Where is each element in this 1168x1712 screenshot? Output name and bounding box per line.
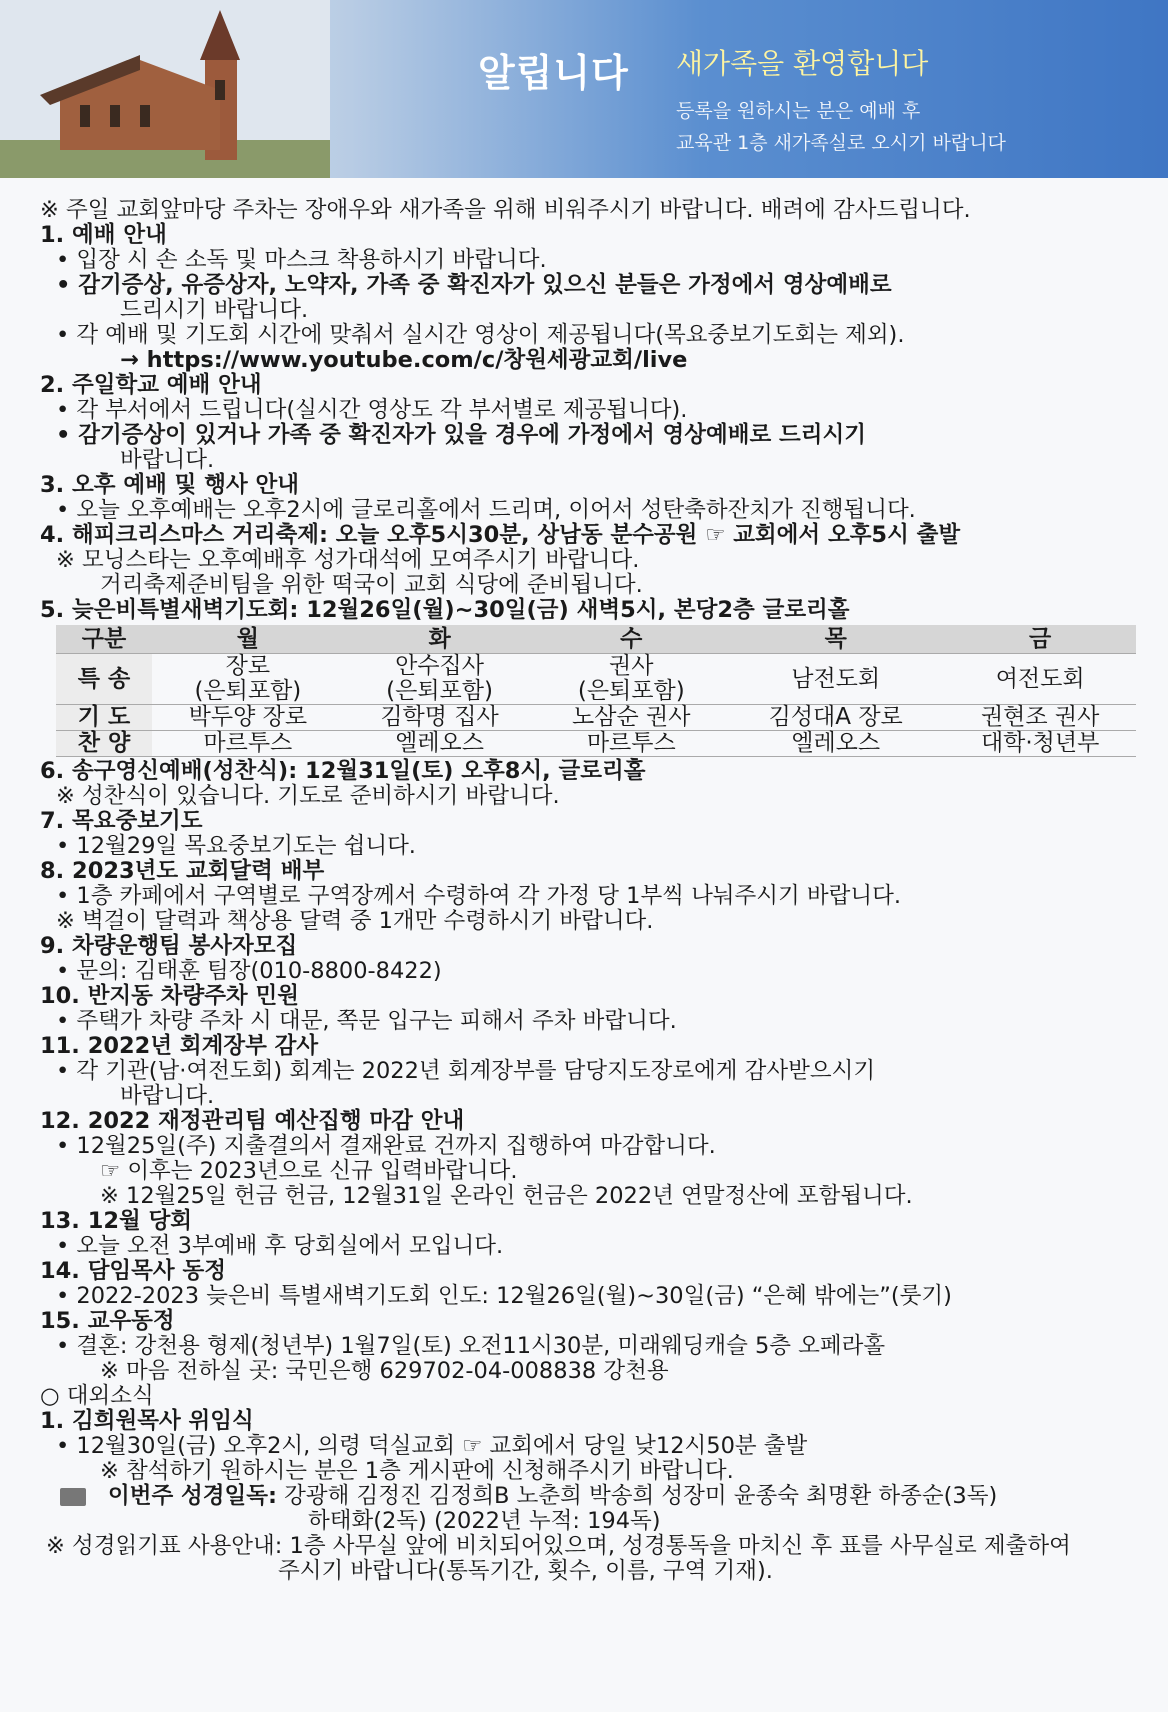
bible-reading-label: 이번주 성경일독:	[108, 1483, 277, 1509]
section-13-heading: 13. 12월 당회	[40, 1208, 193, 1234]
section-15-item: • 결혼: 강천용 형제(청년부) 1월7일(토) 오전11시30분, 미래웨딩캐슬 5층 오페라홀	[56, 1333, 886, 1359]
section-15-heading: 15. 교우동정	[40, 1308, 175, 1334]
section-9-item: • 문의: 김태훈 팀장(010-8800-8422)	[56, 958, 442, 984]
section-14-item: • 2022-2023 늦은비 특별새벽기도회 인도: 12월26일(월)~30일(금) “은혜 밖에는”(룻기)	[56, 1283, 952, 1309]
table-cell: 여전도회	[944, 654, 1136, 705]
section-3-item-a: • 오늘 오후예배는 오후2시에 글로리홀에서 드리며, 이어서 성탄축하잔치가 진행됩니다.	[56, 497, 916, 523]
section-12-note-2: ※ 12월25일 헌금 헌금, 12월31일 온라인 헌금은 2022년 연말정산에 포함됩니다.	[100, 1183, 913, 1209]
table-cell: 엘레오스	[727, 731, 944, 757]
section-11-item: • 각 기관(남·여전도회) 회계는 2022년 회계장부를 담당지도장로에게 감사받으시기	[56, 1058, 876, 1084]
table-row	[56, 705, 1136, 731]
section-6-note: ※ 성찬식이 있습니다. 기도로 준비하시기 바랍니다.	[56, 783, 560, 809]
bible-reading-names: 강광해 김정진 김정희B 노춘희 박송희 성장미 윤종숙 최명환 하종순(3독)	[284, 1483, 998, 1509]
section-8-heading: 8. 2023년도 교회달력 배부	[40, 858, 325, 884]
section-15-note: ※ 마음 전하실 곳: 국민은행 629702-04-008838 강천용	[100, 1358, 669, 1384]
section-3-heading: 3. 오후 예배 및 행사 안내	[40, 472, 299, 498]
row-label: 특 송	[56, 654, 152, 705]
header-subtitle: 새가족을 환영합니다	[676, 47, 929, 80]
table-header-cell: 금	[944, 625, 1136, 654]
table-header-cell: 화	[344, 625, 536, 654]
table-cell: 김학명 집사	[344, 705, 536, 731]
section-2-item-b: • 감기증상이 있거나 가족 중 확진자가 있을 경우에 가정에서 영상예배로 드리시기	[56, 422, 866, 448]
notice-content	[40, 198, 1158, 1584]
table-cell: 마르투스	[535, 731, 727, 757]
bible-reading-names-cont: 하태화(2독) (2022년 누적: 194독)	[308, 1508, 661, 1534]
table-cell: 마르투스	[152, 731, 344, 757]
section-7-item: • 12월29일 목요중보기도는 쉽니다.	[56, 833, 416, 859]
section-11-item-cont: 바랍니다.	[120, 1083, 215, 1109]
table-header-cell: 목	[727, 625, 944, 654]
table-cell: 권사 (은퇴포함)	[535, 654, 727, 705]
header-line-1: 등록을 원하시는 분은 예배 후	[676, 100, 921, 122]
table-row	[56, 654, 1136, 705]
section-14-heading: 14. 담임목사 동정	[40, 1258, 226, 1284]
table-cell: 박두양 장로	[152, 705, 344, 731]
bible-icon	[60, 1488, 86, 1506]
section-2-item-b-cont: 바랍니다.	[120, 447, 215, 473]
table-header-cell: 구분	[56, 625, 152, 654]
table-cell: 장로 (은퇴포함)	[152, 654, 344, 705]
table-cell: 노삼순 권사	[535, 705, 727, 731]
section-11-heading: 11. 2022년 회계장부 감사	[40, 1033, 319, 1059]
section-1-item-b-cont: 드리시기 바랍니다.	[120, 297, 309, 323]
header-banner	[0, 0, 1168, 178]
table-header-row	[56, 625, 1136, 654]
section-5-heading: 5. 늦은비특별새벽기도회: 12월26일(월)~30일(금) 새벽5시, 본당2층 글로리홀	[40, 597, 850, 623]
bible-reading-line	[40, 1484, 1158, 1509]
table-cell: 엘레오스	[344, 731, 536, 757]
table-row	[56, 731, 1136, 757]
section-1-heading: 1. 예배 안내	[40, 222, 167, 248]
section-12-heading: 12. 2022 재정관리팀 예산집행 마감 안내	[40, 1108, 465, 1134]
table-header-cell: 수	[535, 625, 727, 654]
church-illustration	[0, 0, 330, 178]
section-6-heading: 6. 송구영신예배(성찬식): 12월31일(토) 오후8시, 글로리홀	[40, 758, 646, 784]
row-label: 찬 양	[56, 731, 152, 757]
section-9-heading: 9. 차량운행팀 봉사자모집	[40, 933, 298, 959]
section-13-item: • 오늘 오전 3부예배 후 당회실에서 모입니다.	[56, 1233, 504, 1259]
section-12-item: • 12월25일(주) 지출결의서 결재완료 건까지 집행하여 마감합니다.	[56, 1133, 716, 1159]
section-7-heading: 7. 목요중보기도	[40, 808, 203, 834]
table-header-cell: 월	[152, 625, 344, 654]
table-cell: 권현조 권사	[944, 705, 1136, 731]
section-1-item-b: • 감기증상, 유증상자, 노약자, 가족 중 확진자가 있으신 분들은 가정에서 영상예배로	[56, 272, 892, 298]
section-4-note-1: ※ 모닝스타는 오후예배후 성가대석에 모여주시기 바랍니다.	[56, 547, 640, 573]
external-1-item: • 12월30일(금) 오후2시, 의령 덕실교회 ☞ 교회에서 당일 낮12시50분 출발	[56, 1433, 808, 1459]
table-cell: 안수집사 (은퇴포함)	[344, 654, 536, 705]
section-4-note-2: 거리축제준비팀을 위한 떡국이 교회 식당에 준비됩니다.	[100, 572, 643, 598]
reading-guide-line-2: 주시기 바랍니다(통독기간, 횟수, 이름, 구역 기재).	[278, 1558, 773, 1584]
table-cell: 김성대A 장로	[727, 705, 944, 731]
header-line-2: 교육관 1층 새가족실로 오시기 바랍니다	[676, 132, 1006, 154]
section-1-item-a: • 입장 시 손 소독 및 마스크 착용하시기 바랍니다.	[56, 247, 547, 273]
table-cell: 대학·청년부	[944, 731, 1136, 757]
table-cell: 남전도회	[727, 654, 944, 705]
row-label: 기 도	[56, 705, 152, 731]
section-12-note-1: ☞ 이후는 2023년으로 신규 입력바랍니다.	[100, 1158, 518, 1184]
section-4-heading: 4. 해피크리스마스 거리축제: 오늘 오후5시30분, 상남동 분수공원 ☞ 교회에서 오후5시 출발	[40, 522, 961, 548]
intro-note: ※ 주일 교회앞마당 주차는 장애우와 새가족을 위해 비워주시기 바랍니다. 배려에 감사드립니다.	[40, 197, 971, 223]
section-2-item-a: • 각 부서에서 드립니다(실시간 영상도 각 부서별로 제공됩니다).	[56, 397, 688, 423]
reading-guide-line-1: ※ 성경읽기표 사용안내: 1층 사무실 앞에 비치되어있으며, 성경통독을 마치신 후 표를 사무실로 제출하여	[46, 1533, 1071, 1559]
section-10-item: • 주택가 차량 주차 시 대문, 쪽문 입구는 피해서 주차 바랍니다.	[56, 1008, 677, 1034]
external-news-heading: ○ 대외소식	[40, 1383, 154, 1409]
section-10-heading: 10. 반지동 차량주차 민원	[40, 983, 299, 1009]
external-1-heading: 1. 김희원목사 위임식	[40, 1408, 254, 1434]
section-8-note: ※ 벽걸이 달력과 책상용 달력 중 1개만 수령하시기 바랍니다.	[56, 908, 654, 934]
youtube-link[interactable]: → https://www.youtube.com/c/창원세광교회/live	[120, 347, 688, 373]
section-8-item: • 1층 카페에서 구역별로 구역장께서 수령하여 각 가정 당 1부씩 나눠주시기 바랍니다.	[56, 883, 901, 909]
section-2-heading: 2. 주일학교 예배 안내	[40, 372, 262, 398]
header-title: 알립니다	[478, 50, 629, 95]
external-1-note: ※ 참석하기 원하시는 분은 1층 게시판에 신청해주시기 바랍니다.	[100, 1458, 734, 1484]
prayer-schedule-table	[56, 625, 1136, 757]
section-1-item-c: • 각 예배 및 기도회 시간에 맞춰서 실시간 영상이 제공됩니다(목요중보기도회는 제외).	[56, 322, 905, 348]
